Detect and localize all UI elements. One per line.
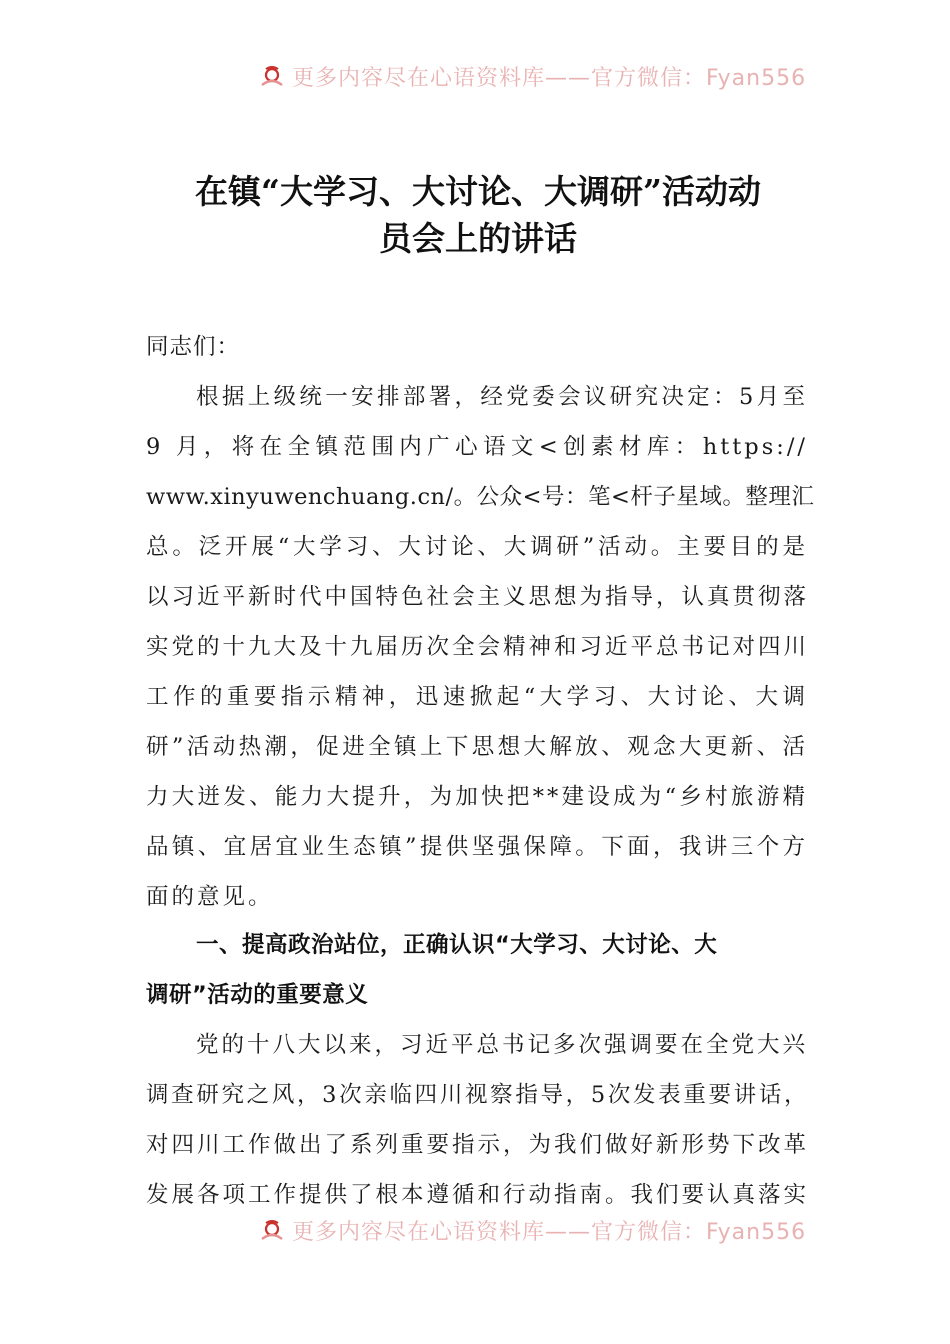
section-heading-1 bbox=[146, 920, 808, 1020]
paragraph-1-line: 品镇、宜居宜业生态镇”提供坚强保障。下面，我讲三个方 bbox=[146, 834, 808, 860]
watermark-header bbox=[258, 52, 807, 91]
greeting: 同志们： bbox=[146, 334, 241, 360]
paragraph-1 bbox=[146, 372, 815, 922]
paragraph-2 bbox=[146, 1020, 808, 1220]
paragraph-1-line: 总。泛开展“大学习、大讨论、大调研”活动。主要目的是 bbox=[146, 534, 808, 560]
section-heading-1-line-2: 调研”活动的重要意义 bbox=[146, 982, 369, 1008]
paragraph-1-line: www.xinyuwenchuang.cn/。公众<号：笔<杆子星域。整理汇 bbox=[146, 484, 815, 510]
paragraph-1-line: 9 月，将在全镇范围内广心语文<创素材库：https:// bbox=[146, 434, 808, 460]
title-line-1: 在镇“大学习、大讨论、大调研”活动动 bbox=[195, 172, 761, 211]
flower-logo-icon bbox=[258, 63, 286, 91]
paragraph-1-line: 根据上级统一安排部署，经党委会议研究决定：5月至 bbox=[196, 384, 808, 410]
paragraph-1-line: 研”活动热潮，促进全镇上下思想大解放、观念大更新、活 bbox=[146, 734, 808, 760]
paragraph-1-line: 面的意见。 bbox=[146, 884, 274, 910]
paragraph-1-line: 以习近平新时代中国特色社会主义思想为指导，认真贯彻落 bbox=[146, 584, 810, 610]
watermark-text: 更多内容尽在心语资料库——官方微信：Fyan556 bbox=[292, 66, 807, 91]
flower-logo-icon bbox=[258, 1217, 286, 1245]
paragraph-1-line: 实党的十九大及十九届历次全会精神和习近平总书记对四川 bbox=[146, 634, 810, 660]
paragraph-1-line: 力大迸发、能力大提升，为加快把**建设成为“乡村旅游精 bbox=[146, 784, 808, 810]
paragraph-1-line: 工作的重要指示精神，迅速掀起“大学习、大讨论、大调 bbox=[146, 684, 808, 710]
paragraph-2-line: 发展各项工作提供了根本遵循和行动指南。我们要认真落实 bbox=[146, 1182, 810, 1208]
document-title bbox=[148, 168, 808, 262]
section-heading-1-line-1: 一、提高政治站位，正确认识“大学习、大讨论、大 bbox=[196, 932, 718, 958]
paragraph-2-line: 党的十八大以来，习近平总书记多次强调要在全党大兴 bbox=[196, 1032, 809, 1058]
title-line-2: 员会上的讲话 bbox=[379, 219, 577, 258]
paragraph-2-line: 调查研究之风，3次亲临四川视察指导，5次发表重要讲话， bbox=[146, 1082, 808, 1108]
paragraph-2-line: 对四川工作做出了系列重要指示，为我们做好新形势下改革 bbox=[146, 1132, 810, 1158]
watermark-text: 更多内容尽在心语资料库——官方微信：Fyan556 bbox=[292, 1220, 807, 1245]
watermark-footer bbox=[258, 1206, 807, 1245]
